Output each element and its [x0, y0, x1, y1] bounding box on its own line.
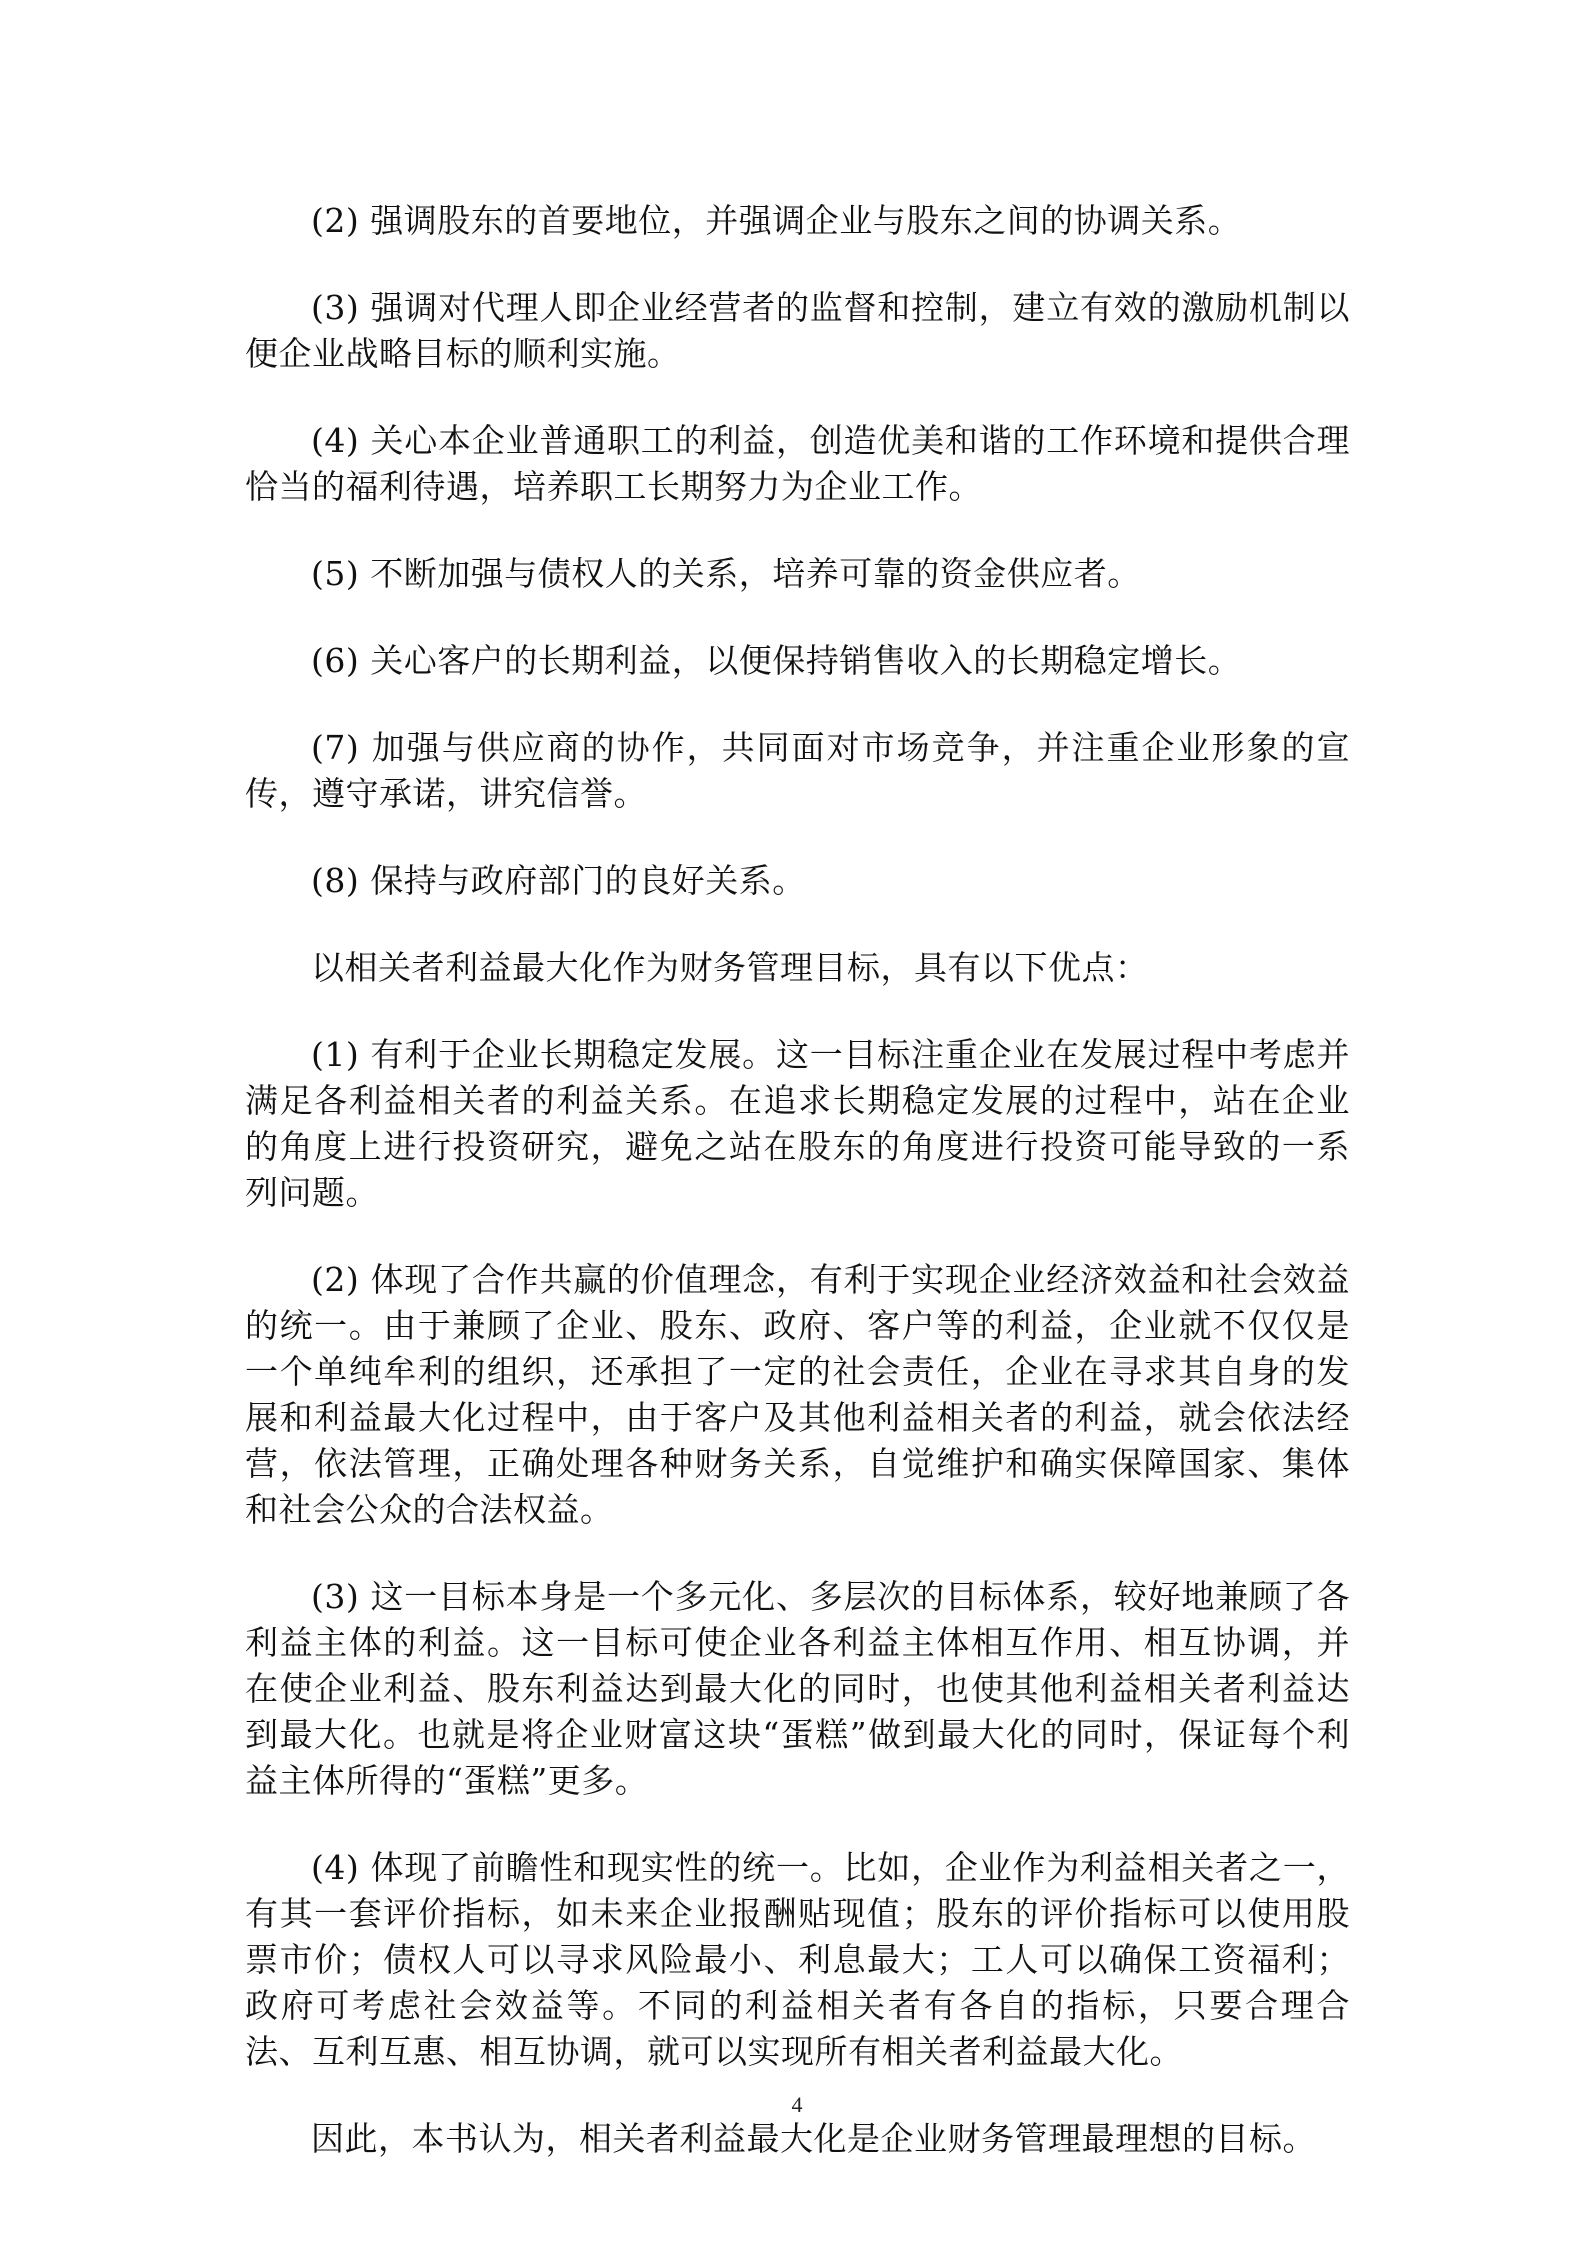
body-text [245, 198, 1350, 2203]
paragraph-4-employee-interests: (4) 关心本企业普通职工的利益，创造优美和谐的工作环境和提供合理恰当的福利待遇，培养职工长期努力为企业工作。 [245, 421, 1350, 506]
paragraph-6-customer-interests: (6) 关心客户的长期利益，以便保持销售收入的长期稳定增长。 [311, 641, 1242, 680]
paragraph-advantage-3: (3) 这一目标本身是一个多元化、多层次的目标体系，较好地兼顾了各利益主体的利益。这一目标可使企业各利益主体相互作用、相互协调，并在使企业利益、股东利益达到最大化的同时，也使其他利益相关者利益达到最大化。也就是将企业财富这块“蛋糕”做到最大化的同时，保证每个利益主体所得的“蛋糕”更多。 [245, 1577, 1350, 1800]
paragraph-7-supplier-cooperation: (7) 加强与供应商的协作，共同面对市场竞争，并注重企业形象的宣传，遵守承诺，讲究信誉。 [245, 728, 1350, 813]
page-number: 4 [791, 2092, 803, 2117]
paragraph-5-creditor-relations: (5) 不断加强与债权人的关系，培养可靠的资金供应者。 [311, 554, 1141, 593]
paragraph-advantage-4: (4) 体现了前瞻性和现实性的统一。比如，企业作为利益相关者之一，有其一套评价指标，如未来企业报酬贴现值；股东的评价指标可以使用股票市价；债权人可以寻求风险最小、利息最大；工人可以确保工资福利；政府可考虑社会效益等。不同的利益相关者有各自的指标，只要合理合法、互利互惠、相互协调，就可以实现所有相关者利益最大化。 [245, 1848, 1350, 2071]
paragraph-3-agent-supervision: (3) 强调对代理人即企业经营者的监督和控制，建立有效的激励机制以便企业战略目标的顺利实施。 [245, 288, 1350, 373]
paragraph-8-government-relations: (8) 保持与政府部门的良好关系。 [311, 861, 806, 900]
paragraph-advantage-1: (1) 有利于企业长期稳定发展。这一目标注重企业在发展过程中考虑并满足各利益相关者的利益关系。在追求长期稳定发展的过程中，站在企业的角度上进行投资研究，避免之站在股东的角度进行投资可能导致的一系列问题。 [245, 1035, 1350, 1212]
paragraph-advantages-intro: 以相关者利益最大化作为财务管理目标，具有以下优点： [311, 948, 1149, 987]
paragraph-2-shareholder-priority: (2) 强调股东的首要地位，并强调企业与股东之间的协调关系。 [311, 201, 1242, 240]
paragraph-advantage-2: (2) 体现了合作共赢的价值理念，有利于实现企业经济效益和社会效益的统一。由于兼顾了企业、股东、政府、客户等的利益，企业就不仅仅是一个单纯牟利的组织，还承担了一定的社会责任，企业在寻求其自身的发展和利益最大化过程中，由于客户及其他利益相关者的利益，就会依法经营，依法管理，正确处理各种财务关系，自觉维护和确实保障国家、集体和社会公众的合法权益。 [245, 1260, 1350, 1529]
paragraph-conclusion: 因此，本书认为，相关者利益最大化是企业财务管理最理想的目标。 [311, 2119, 1316, 2158]
